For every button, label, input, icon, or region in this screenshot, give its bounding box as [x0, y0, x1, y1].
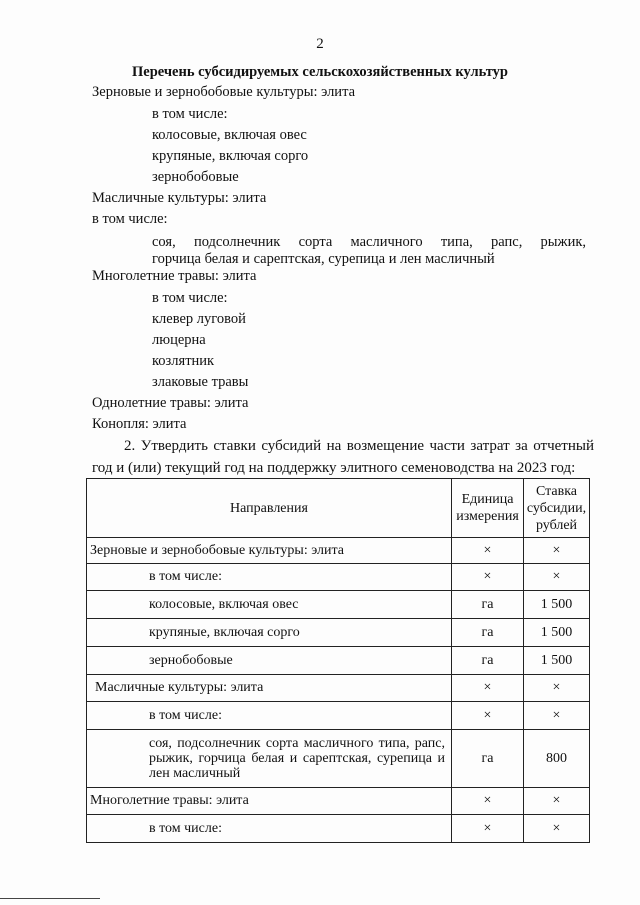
row-unit: ×	[452, 815, 524, 843]
table-row	[87, 591, 590, 619]
table-row	[87, 538, 590, 564]
row-unit: га	[452, 591, 524, 619]
table-row	[87, 564, 590, 591]
row-name: крупяные, включая сорго	[87, 619, 452, 647]
row-unit: га	[452, 647, 524, 675]
header-rate-line-2: субсидии,	[526, 500, 587, 516]
table-row	[87, 675, 590, 702]
intro-line-2: год и (или) текущий год на поддержку элитного семеноводства на 2023 год:	[92, 460, 576, 476]
row-name: в том числе:	[87, 702, 452, 730]
table-row	[87, 647, 590, 675]
page-edge-divider	[0, 898, 100, 899]
row-rate: ×	[524, 564, 590, 591]
annual-title: Однолетние травы: элита	[92, 395, 249, 411]
row-rate: ×	[524, 675, 590, 702]
perennial-including: в том числе:	[152, 290, 228, 306]
oil-text-line-1: соя, подсолнечник сорта масличного типа, рапс, рыжик,	[152, 234, 586, 250]
header-rate-line-1: Ставка	[535, 483, 578, 499]
table-row	[87, 702, 590, 730]
row-rate: ×	[524, 702, 590, 730]
row-unit: га	[452, 619, 524, 647]
table-row	[87, 788, 590, 815]
oil-title: Масличные культуры: элита	[92, 190, 267, 206]
table-row	[87, 619, 590, 647]
table-row	[87, 815, 590, 843]
grain-including: в том числе:	[152, 106, 228, 122]
row-unit: ×	[452, 702, 524, 730]
row-name: Многолетние травы: элита	[87, 788, 452, 815]
row-name: Зерновые и зернобобовые культуры: элита	[87, 538, 452, 564]
row-rate: 1 500	[524, 647, 590, 675]
rates-table	[86, 478, 590, 843]
row-unit: ×	[452, 675, 524, 702]
row-name: в том числе:	[87, 564, 452, 591]
row-unit: ×	[452, 538, 524, 564]
list-heading: Перечень субсидируемых сельскохозяйственных культур	[132, 64, 508, 80]
header-unit-line-1: Единица	[461, 492, 514, 507]
row-name: колосовые, включая овес	[87, 591, 452, 619]
perennial-title: Многолетние травы: элита	[92, 268, 257, 284]
row-unit: га	[452, 730, 524, 788]
oil-text-line-2: горчица белая и сарептская, сурепица и лен масличный	[152, 251, 495, 267]
intro-line-1: 2. Утвердить ставки субсидий на возмещение части затрат за отчетный	[124, 438, 594, 454]
row-rate: 800	[524, 730, 590, 788]
row-unit: ×	[452, 788, 524, 815]
row-rate: ×	[524, 788, 590, 815]
row-rate: ×	[524, 538, 590, 564]
oil-including: в том числе:	[92, 211, 168, 227]
perennial-item-1: клевер луговой	[152, 311, 246, 327]
header-unit	[452, 479, 524, 538]
grain-item-2: крупяные, включая сорго	[152, 148, 309, 164]
intro-paragraph	[92, 435, 594, 479]
row-name: соя, подсолнечник сорта масличного типа, рапс, рыжик, горчица белая и сарептская, сурепица и лен масличный	[87, 730, 452, 788]
row-unit: ×	[452, 564, 524, 591]
hemp-title: Конопля: элита	[92, 416, 187, 432]
header-rate-line-3: рублей	[535, 517, 578, 533]
table-header-row	[87, 479, 590, 538]
row-rate: ×	[524, 815, 590, 843]
grain-item-1: колосовые, включая овес	[152, 127, 307, 143]
grain-title: Зерновые и зернобобовые культуры: элита	[92, 84, 356, 100]
page-number: 2	[316, 36, 324, 52]
row-name: Масличные культуры: элита	[87, 675, 452, 702]
table-row	[87, 730, 590, 788]
row-name: зернобобовые	[87, 647, 452, 675]
grain-item-3: зернобобовые	[152, 169, 239, 185]
perennial-item-2: люцерна	[152, 332, 206, 348]
row-name: в том числе:	[87, 815, 452, 843]
row-rate: 1 500	[524, 591, 590, 619]
oil-crops-paragraph	[152, 234, 586, 268]
perennial-item-3: козлятник	[152, 353, 215, 369]
row-rate: 1 500	[524, 619, 590, 647]
header-unit-line-2: измерения	[456, 509, 519, 524]
header-rate	[524, 479, 590, 538]
perennial-item-4: злаковые травы	[152, 374, 249, 390]
header-direction: Направления	[87, 479, 452, 538]
